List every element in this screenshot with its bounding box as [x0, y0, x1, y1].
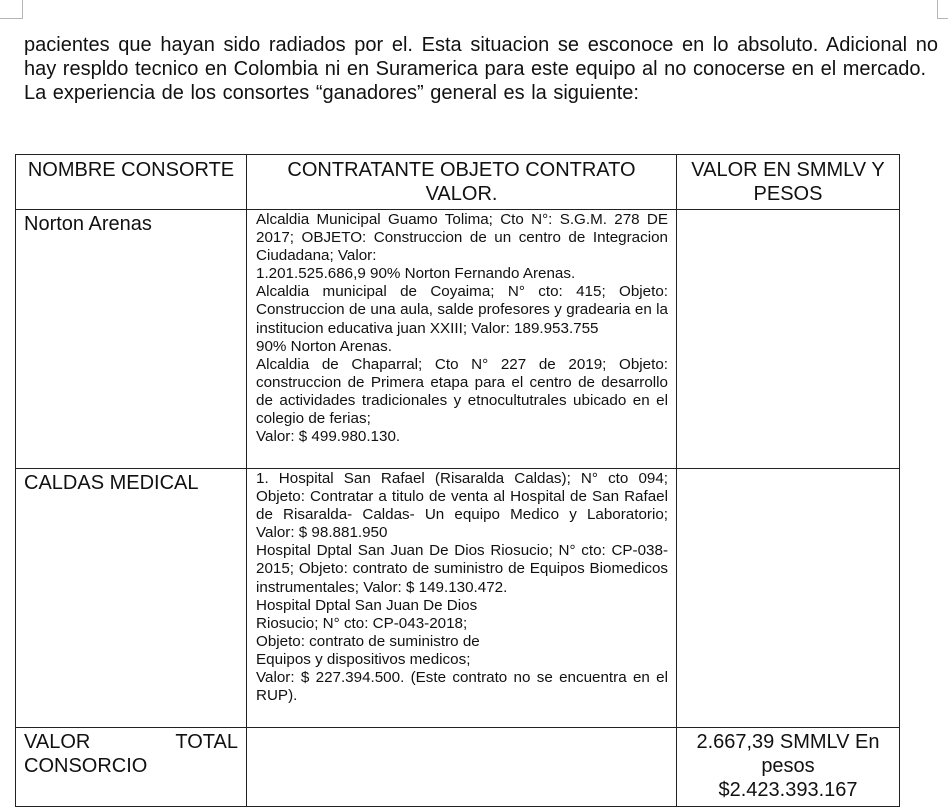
total-value-pesos-label: pesos [761, 755, 815, 777]
total-value-amount: $2.423.393.167 [718, 779, 858, 801]
contract-line: Objeto: contrato de suministro de [256, 632, 480, 650]
intro-paragraph: pacientes que hayan sido radiados por el. Esta situacion se esconoce en lo absoluto. Adicional no hay respldo tecnico en Colombia ni en Suramerica para este equipo al no conocerse en el mercado. [24, 34, 938, 80]
intro-text [24, 33, 938, 105]
table-header-row [16, 155, 900, 210]
contract-line: Hospital Dptal San Juan De Dios Riosucio; N° cto: CP-038-2015; Objeto: contrato de suministro de Equipos Biomedicos instrumentales; Valor: $ 149.130.472. [256, 542, 668, 596]
contract-line: Hospital Dptal San Juan De Dios [256, 596, 478, 614]
contract-line: Valor: $ 227.394.500. (Este contrato no se encuentra en el RUP). [256, 669, 668, 705]
total-label [16, 728, 247, 807]
consorte-value [677, 469, 900, 728]
total-value [677, 728, 900, 807]
total-value-smmlv: 2.667,39 SMMLV En [696, 731, 880, 753]
table-row [16, 469, 900, 728]
table-total-row [16, 728, 900, 807]
header-contratante-objeto: CONTRATANTE OBJETO CONTRATO VALOR. [247, 155, 677, 210]
crop-mark-top-left [0, 0, 23, 19]
total-label-consorcio: CONSORCIO [24, 755, 148, 777]
crop-mark-top-right [937, 0, 948, 19]
contract-line: Alcaldia Municipal Guamo Tolima; Cto N°: S.G.M. 278 DE 2017; OBJETO: Construccion de un centro de Integracion Ciudadana; Valor: [256, 211, 668, 265]
contract-line: Valor: $ 499.980.130. [256, 428, 401, 446]
consorte-value [677, 210, 900, 469]
contract-line: Alcaldia municipal de Coyaima; N° cto: 415; Objeto: Construccion de una aula, salde profesores y gradearia en la institucion educativa juan XXIII; Valor: 189.953.755 [256, 283, 668, 337]
contract-line: 90% Norton Arenas. [256, 337, 392, 355]
consortium-experience-table [15, 154, 900, 807]
contract-details [247, 210, 677, 469]
contract-line: 1.201.525.686,9 90% Norton Fernando Arenas. [256, 265, 576, 283]
total-object [247, 728, 677, 807]
contract-line: Alcaldia de Chaparral; Cto N° 227 de 2019; Objeto: construccion de Primera etapa para el centro de desarrollo de actividades tradicionales y etnocultutrales ubicado en el colegio de ferias; [256, 355, 668, 428]
table-row [16, 210, 900, 469]
header-valor-smmlv: VALOR EN SMMLV Y PESOS [677, 155, 900, 210]
contract-line: Equipos y dispositivos medicos; [256, 650, 471, 668]
contract-line: 1. Hospital San Rafael (Risaralda Caldas); N° cto 094; Objeto: Contratar a titulo de venta al Hospital de San Rafael de Risaralda- Caldas- Un equipo Medico y Laboratorio; Valor: $ 98.881.950 [256, 470, 668, 542]
intro-lead-sentence: La experiencia de los consortes “ganadores” general es la siguiente: [24, 82, 639, 104]
consorte-name: Norton Arenas [16, 210, 247, 469]
total-label-word: VALOR [24, 731, 91, 753]
header-nombre-consorte: NOMBRE CONSORTE [16, 155, 247, 210]
consorte-name: CALDAS MEDICAL [16, 469, 247, 728]
contract-details [247, 469, 677, 728]
total-label-word: TOTAL [175, 731, 238, 753]
contract-line: Riosucio; N° cto: CP-043-2018; [256, 614, 468, 632]
